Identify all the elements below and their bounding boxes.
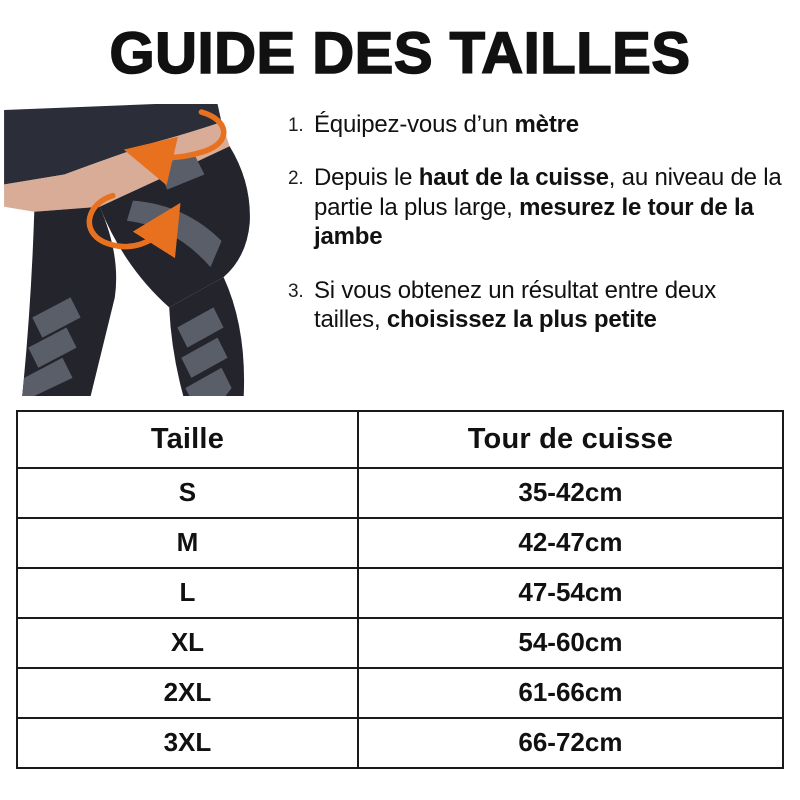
instruction-list: [278, 104, 790, 396]
measurement-cell: 35-42cm: [358, 468, 783, 518]
measurement-cell: 61-66cm: [358, 668, 783, 718]
size-table-body: [17, 468, 783, 768]
header-row: [17, 411, 783, 468]
text-segment: Depuis le: [314, 164, 419, 192]
instruction-item-3: [288, 276, 784, 335]
measurement-cell: 47-54cm: [358, 568, 783, 618]
size-column-header: Taille: [17, 411, 358, 468]
instruction-text: [314, 110, 579, 140]
instruction-number: 3.: [288, 280, 304, 302]
text-segment: Si vous obtenez un résultat entre deux tailles,: [314, 276, 716, 334]
text-segment-bold: choisissez la plus petite: [386, 306, 657, 334]
size-cell: S: [17, 468, 358, 518]
text-segment-bold: haut de la cuisse: [418, 164, 609, 192]
instruction-number: 2.: [288, 168, 304, 190]
size-table-head: [17, 411, 783, 468]
text-segment-bold: mesurez le tour de la jambe: [314, 193, 754, 251]
instruction-text: [314, 163, 784, 252]
upper-content: [0, 104, 800, 396]
page-title: GUIDE DES TAILLES: [109, 21, 691, 86]
text-segment: Équipez-vous d’un: [314, 110, 515, 138]
table-row: [17, 518, 783, 568]
table-row: [17, 718, 783, 768]
size-cell: 2XL: [17, 668, 358, 718]
table-row: [17, 468, 783, 518]
instruction-number: 1.: [288, 114, 304, 136]
table-row: [17, 618, 783, 668]
size-cell: L: [17, 568, 358, 618]
size-cell: XL: [17, 618, 358, 668]
text-segment-bold: mètre: [514, 110, 579, 138]
measurement-cell: 66-72cm: [358, 718, 783, 768]
measurement-cell: 42-47cm: [358, 518, 783, 568]
measurement-cell: 54-60cm: [358, 618, 783, 668]
instruction-item-2: [288, 163, 784, 252]
size-table: [16, 410, 784, 769]
measurement-column-header: Tour de cuisse: [358, 411, 783, 468]
instruction-text: [314, 276, 784, 335]
text-segment: , au niveau de la partie la plus large,: [314, 164, 782, 221]
table-row: [17, 568, 783, 618]
instruction-item-1: [288, 110, 784, 140]
table-row: [17, 668, 783, 718]
product-photo: [2, 104, 278, 396]
size-cell: M: [17, 518, 358, 568]
size-cell: 3XL: [17, 718, 358, 768]
leg-measurement-illustration: [2, 104, 278, 396]
